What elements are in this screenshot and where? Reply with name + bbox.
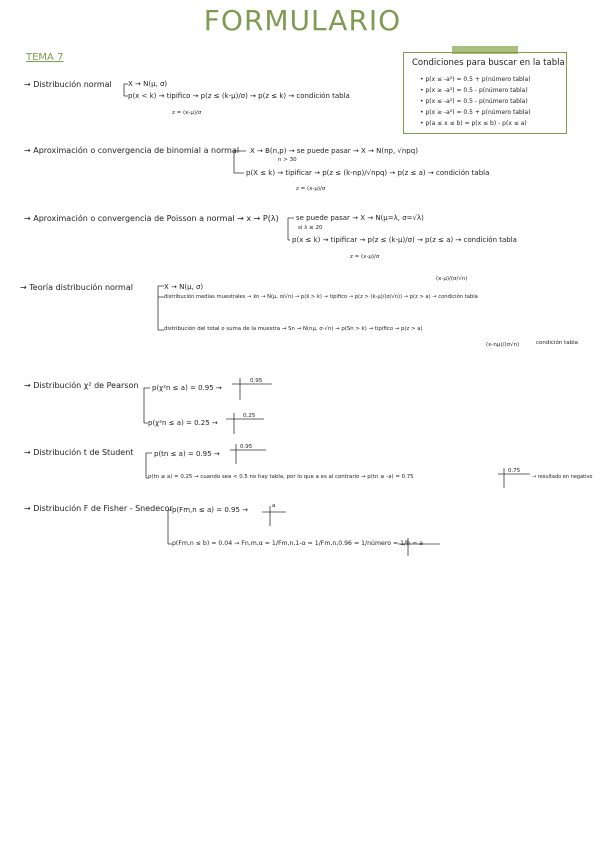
- section-t-student-heading: → Distribución t de Student: [24, 448, 134, 457]
- formula: p(χ²n ≤ a) = 0.95 →: [152, 384, 222, 392]
- table-value: 0.95: [250, 378, 263, 384]
- table-value: a: [272, 503, 276, 509]
- formula: p(tn ≤ a) = 0.25 → cuando sea < 0.5 no hay tabla, por lo que a es al contrario → p(tn ≤ -a) = 0.75: [148, 474, 414, 480]
- formula: distribución del total o suma de la muestra → Sn → N(nμ, σ·√n) → p(Sn > k) → tipifico → p(z > a): [164, 326, 423, 332]
- formula: p(X ≤ k) → tipificar → p(z ≤ (k-np)/√npq) → p(z ≤ a) → condición tabla: [246, 169, 490, 177]
- formula: p(Fm,n ≤ a) = 0.95 →: [172, 506, 249, 514]
- formula: se puede pasar → X → N(μ=λ, σ=√λ): [296, 214, 424, 222]
- formula-note: → resultado en negativo: [532, 474, 593, 480]
- formula-note: condición tabla: [536, 340, 578, 346]
- conditions-item: • p(a ≤ x ≤ b) = p(x ≤ b) - p(x ≤ a): [420, 120, 527, 127]
- section-normal-heading: → Distribución normal: [24, 80, 112, 89]
- formula: p(tn ≤ a) = 0.95 →: [154, 450, 220, 458]
- section-fisher-heading: → Distribución F de Fisher - Snedecor: [24, 504, 173, 513]
- formula: p(x < k) → tipifico → p(z ≤ (k-μ)/σ) → p(z ≤ k) → condición tabla: [128, 92, 350, 100]
- conditions-item: • p(x ≤ -a²) = 0.5 - p(número tabla): [420, 98, 528, 105]
- formula: X → N(μ, σ): [164, 283, 204, 291]
- table-value: 0.95: [240, 444, 253, 450]
- formula: p(χ²n ≤ a) = 0.25 →: [148, 419, 218, 427]
- page-title: FORMULARIO: [203, 4, 402, 37]
- section-binomial-heading: → Aproximación o convergencia de binomial a normal: [24, 146, 240, 155]
- table-value: 0.75: [508, 468, 521, 474]
- conditions-item: • p(x ≥ -a²) = 0.5 - p(número tabla): [420, 87, 528, 94]
- topic-heading: TEMA 7: [26, 52, 64, 63]
- formula: X → N(μ, σ): [128, 80, 168, 88]
- section-chi-square-heading: → Distribución χ² de Pearson: [24, 381, 139, 390]
- formula-note: (x-nμ)/(σ√n): [486, 342, 520, 348]
- formula-note: (x-μ)/(σ/√n): [436, 276, 468, 282]
- table-value: 0.25: [243, 413, 256, 419]
- formula-note: n > 30: [278, 157, 297, 163]
- formula: p(Fm,n ≤ b) = 0.04 → Fn,m,α = 1/Fm,n,1-α = 1/Fm,n,0.96 = 1/número = 1/h = a: [172, 540, 423, 547]
- formula-note: z = (x-μ)/σ: [296, 186, 326, 192]
- section-poisson-heading: → Aproximación o convergencia de Poisson a normal → x → P(λ): [24, 214, 279, 223]
- formula-note: z = (x-μ)/σ: [172, 110, 202, 116]
- formula-note: si λ ≥ 20: [298, 225, 323, 231]
- conditions-item: • p(x ≥ -a²) = 0.5 + p(número tabla): [420, 109, 531, 116]
- section-theory-heading: → Teoría distribución normal: [20, 283, 133, 292]
- conditions-box-title: Condiciones para buscar en la tabla: [412, 58, 565, 68]
- conditions-item: • p(x ≤ -a²) = 0.5 + p(número tabla): [420, 76, 531, 83]
- formula: p(x ≤ k) → tipificar → p(z ≤ (k-μ)/σ) → p(z ≤ a) → condición tabla: [292, 236, 517, 244]
- formula: distribución medias muestrales → x̄n → N(μ, σ/√n) → p(x̄ > k) → tipifico → p(z > (k-μ)/(σ/√n)) → p(z > a) → condición tabla: [164, 294, 478, 300]
- formula: X → B(n,p) → se puede pasar → X → N(np, √npq): [250, 147, 418, 155]
- formula-note: z = (x-μ)/σ: [350, 254, 380, 260]
